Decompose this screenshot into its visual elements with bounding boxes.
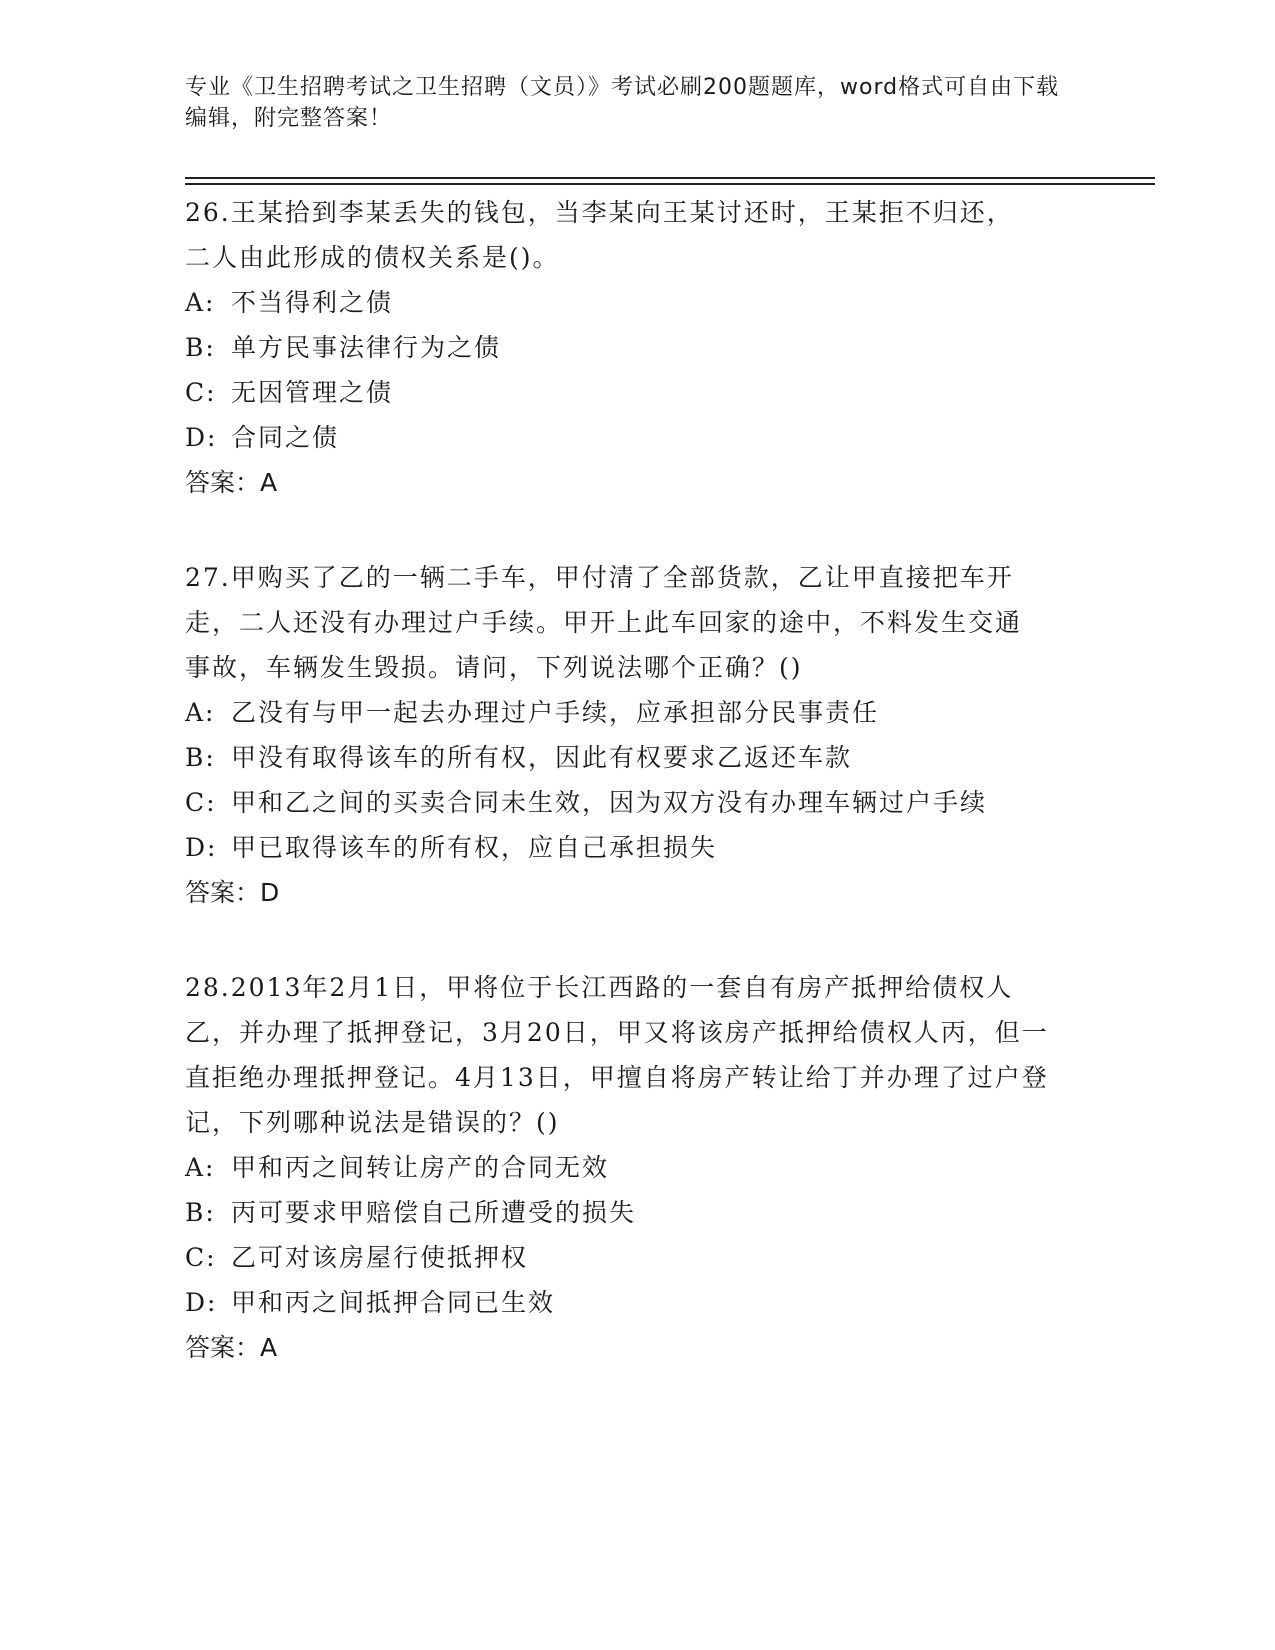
option-a	[185, 690, 1085, 735]
option-text: 甲和乙之间的买卖合同未生效，因为双方没有办理车辆过户手续	[231, 788, 988, 817]
option-letter: A:	[185, 698, 216, 727]
option-text: 乙没有与甲一起去办理过户手续，应承担部分民事责任	[231, 698, 880, 727]
option-d	[185, 415, 1085, 460]
answer-line: 答案：A	[185, 468, 278, 497]
option-a	[185, 280, 1085, 325]
answer-line: 答案：A	[185, 1333, 278, 1362]
option-letter: A:	[185, 288, 216, 317]
question-26	[185, 190, 1085, 505]
option-b	[185, 735, 1085, 780]
option-text: 合同之债	[231, 423, 340, 452]
option-text: 甲没有取得该车的所有权，因此有权要求乙返还车款	[231, 743, 853, 772]
option-text: 无因管理之债	[231, 378, 394, 407]
question-stem: 27.甲购买了乙的一辆二手车，甲付清了全部货款，乙让甲直接把车开走，二人还没有办理过户手续。甲开上此车回家的途中，不料发生交通事故，车辆发生毁损。请问，下列说法哪个正确？()	[185, 563, 1023, 682]
option-b	[185, 1190, 1085, 1235]
option-d	[185, 1280, 1085, 1325]
document-header	[185, 72, 1065, 134]
question-stem: 28.2013年2月1日，甲将位于长江西路的一套自有房产抵押给债权人乙，并办理了抵押登记，3月20日，甲又将该房产抵押给债权人丙，但一直拒绝办理抵押登记。4月13日，甲擅自将房产转让给丁并办理了过户登记，下列哪种说法是错误的？()	[185, 973, 1049, 1137]
header-rule-bottom	[185, 183, 1155, 185]
option-letter: D:	[185, 833, 218, 862]
option-c	[185, 1235, 1085, 1280]
option-text: 甲已取得该车的所有权，应自己承担损失	[231, 833, 718, 862]
option-letter: C:	[185, 1243, 217, 1272]
option-text: 不当得利之债	[231, 288, 394, 317]
option-letter: A:	[185, 1153, 216, 1182]
answer-line: 答案：D	[185, 878, 280, 907]
option-text: 甲和丙之间抵押合同已生效	[231, 1288, 556, 1317]
option-c	[185, 370, 1085, 415]
question-27	[185, 555, 1085, 915]
option-letter: B:	[185, 333, 216, 362]
option-c	[185, 780, 1085, 825]
option-letter: B:	[185, 743, 216, 772]
question-28	[185, 965, 1085, 1370]
option-text: 丙可要求甲赔偿自己所遭受的损失	[231, 1198, 637, 1227]
option-a	[185, 1145, 1085, 1190]
option-text: 甲和丙之间转让房产的合同无效	[231, 1153, 610, 1182]
option-text: 乙可对该房屋行使抵押权	[231, 1243, 529, 1272]
option-d	[185, 825, 1085, 870]
header-text: 专业《卫生招聘考试之卫生招聘（文员）》考试必刷200题题库，word格式可自由下载编辑，附完整答案！	[185, 75, 1060, 131]
option-letter: D:	[185, 423, 218, 452]
header-rule-top	[185, 177, 1155, 179]
option-text: 单方民事法律行为之债	[231, 333, 502, 362]
option-letter: B:	[185, 1198, 216, 1227]
option-letter: D:	[185, 1288, 218, 1317]
option-letter: C:	[185, 788, 217, 817]
option-letter: C:	[185, 378, 217, 407]
question-stem: 26.王某拾到李某丢失的钱包，当李某向王某讨还时，王某拒不归还，二人由此形成的债权关系是()。	[185, 198, 1014, 272]
option-b	[185, 325, 1085, 370]
